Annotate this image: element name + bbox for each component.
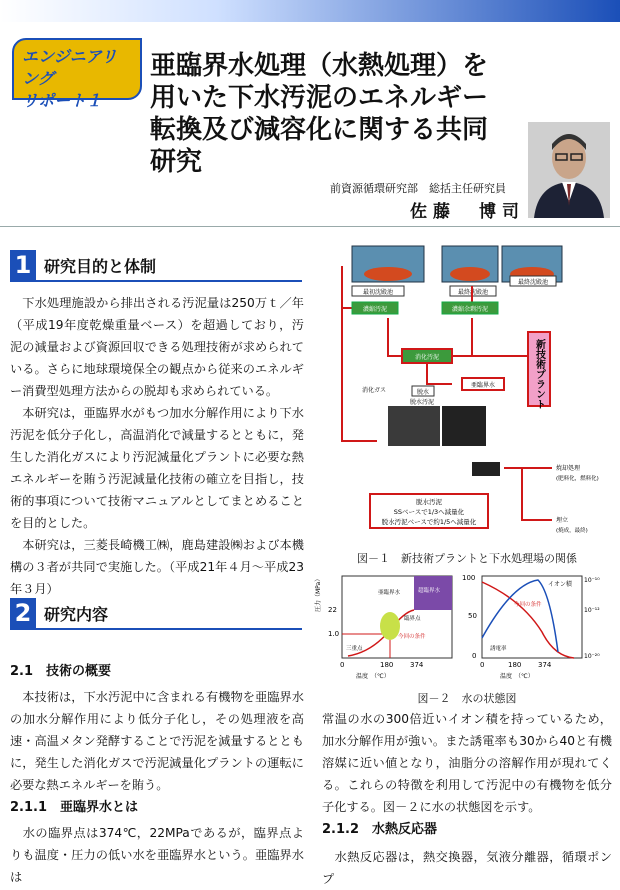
affiliation: 前資源循環研究部 総括主任研究員 xyxy=(330,182,506,195)
prop-ytick-left: 100 xyxy=(462,574,476,582)
prop-ytick-right: 10⁻¹² xyxy=(584,607,600,614)
section-2-title: 研究内容 xyxy=(44,605,109,624)
phase-ytick: 1.0 xyxy=(328,630,340,638)
prop-ytick-right: 10⁻¹⁰ xyxy=(584,577,600,584)
title-line-1: 亜臨界水処理（水熱処理）を xyxy=(150,51,489,81)
out-1-label: 焼却処理 xyxy=(556,465,581,472)
figure-1-diagram xyxy=(322,236,612,536)
prop-ytick-left: 50 xyxy=(468,612,477,620)
box-2-label: 濃縮余剰汚泥 xyxy=(451,306,489,313)
tank-1-label: 最初沈殿池 xyxy=(362,289,394,296)
out-1b-label: (肥料化，燃料化) xyxy=(556,476,599,482)
section-1-heading xyxy=(10,250,302,282)
phase-xtick: 180 xyxy=(380,661,394,669)
cake-label: 脱水汚泥 xyxy=(410,399,435,406)
bottom-label-2: SSベースで1/3へ減量化 xyxy=(393,508,465,516)
prop-ytick-left: 0 xyxy=(472,652,477,660)
report-badge xyxy=(12,38,142,110)
tank-2-label: 最終沈殿池 xyxy=(457,289,489,296)
box-1-label: 濃縮汚泥 xyxy=(362,306,388,313)
paragraph: 下水処理施設から排出される汚泥量は250万ｔ／年（平成19年度乾燥重量ベース）を超過しており，汚泥の減量および資源回収できる処理技術が求められている。さらに地球環境保全の観点から従来のエネルギー消費型処理方法からの脱却も求められている。 xyxy=(10,296,304,398)
sludge-icon xyxy=(364,267,412,281)
badge-line2: リポート１ xyxy=(22,91,103,110)
out-2b-label: (焼成，最終) xyxy=(556,528,588,534)
phase-xtick: 0 xyxy=(340,661,345,669)
phase-xtick: 374 xyxy=(410,661,424,669)
subsection-2-1-2-text: 水熱反応器は，熱交換器，気液分離器，循環ポンプ xyxy=(322,850,612,886)
prop-xtick: 180 xyxy=(508,661,522,669)
prop-xtick: 0 xyxy=(480,661,485,669)
title-line-2: 用いた下水汚泥のエネルギー xyxy=(150,83,489,113)
paragraph: 本研究は，三菱長崎機工㈱，鹿島建設㈱および本機構の３者が共同で実施した。（平成21年４月～平成23年３月） xyxy=(10,538,304,596)
section-2-number: 2 xyxy=(10,598,36,628)
figure-1-caption: 図－１ 新技術プラントと下水処理場の関係 xyxy=(357,552,577,565)
prop-xtick: 374 xyxy=(538,661,552,669)
badge-line1: エンジニアリング xyxy=(22,47,117,88)
prop-label: 誘電率 xyxy=(490,646,507,652)
subsection-2-1-1: 2.1.1 亜臨界水とは xyxy=(10,800,139,815)
out-2-label: 埋立 xyxy=(556,517,569,524)
phase-ytick: 22 xyxy=(328,606,337,614)
section-2-heading xyxy=(10,598,302,630)
section-1-title: 研究目的と体制 xyxy=(44,257,157,276)
header-divider xyxy=(0,226,620,227)
prop-ytick-right: 10⁻²⁰ xyxy=(584,653,600,660)
bottom-label-1: 脱水汚泥 xyxy=(416,498,442,506)
phase-label: 超臨界水 xyxy=(418,588,441,594)
cake-photo xyxy=(442,406,486,446)
phase-ylabel: 圧力（MPa） xyxy=(315,575,322,612)
bottom-label-3: 脱水汚泥ベースで約1/5へ減量化 xyxy=(381,518,477,526)
figure-2-diagram xyxy=(312,572,612,682)
right-column-text: 常温の水の300倍近いイオン積を持っているため，加水分解作用が強い。また誘電率も30から40と有機溶媒に近い値となり，油脂分の溶解作用が現れてくる。これらの特徴を利用して汚泥中の有機物を低分子化する。図－２に水の状態図を示す。 xyxy=(322,712,612,814)
phase-label: 臨界点 xyxy=(404,616,421,622)
plant-label: 新技術プラント xyxy=(533,339,545,409)
sludge-icon xyxy=(450,267,490,281)
author-photo xyxy=(528,122,610,218)
subsection-2-1-text: 本技術は，下水汚泥中に含まれる有機物を亜臨界水の加水分解作用により低分子化し，その処理液を高速・高温メタン発酵することで汚泥を減量するとともに，発生した消化ガスで汚泥減量化プラントの運転に必要な熱エネルギーを賄う。 xyxy=(10,690,304,792)
author-name: 佐藤 博司 xyxy=(410,202,525,222)
tank-3-label: 最終沈殿池 xyxy=(517,279,549,286)
phase-xlabel: 温度 （℃） xyxy=(356,673,390,680)
section-1-number: 1 xyxy=(10,250,36,280)
reactor-label: 消化汚泥 xyxy=(414,354,440,361)
phase-label: 亜臨界水 xyxy=(378,590,401,596)
title-line-4: 研究 xyxy=(150,147,203,177)
phase-label: 三重点 xyxy=(346,646,363,652)
hydro-label: 亜臨界水 xyxy=(470,382,496,389)
cake-photo xyxy=(388,406,440,446)
header-bar xyxy=(0,0,620,22)
phase-label: 今回の条件 xyxy=(398,634,426,640)
title-line-3: 転換及び減容化に関する共同 xyxy=(150,115,489,145)
section-1-body xyxy=(10,292,304,600)
subsection-2-1-2: 2.1.2 水熱反応器 xyxy=(322,822,438,837)
prop-xlabel: 温度 （℃） xyxy=(500,673,534,680)
dewater-label: 脱水 xyxy=(416,389,430,396)
gas-label: 消化ガス xyxy=(362,387,387,394)
prop-label: 今回の条件 xyxy=(514,602,542,608)
subsection-2-1: 2.1 技術の概要 xyxy=(10,664,112,679)
figure-2-caption: 図－２ 水の状態図 xyxy=(417,692,517,705)
article-title xyxy=(150,50,530,178)
subsection-2-1-1-text: 水の臨界点は374℃，22MPaであるが，臨界点よりも温度・圧力の低い水を亜臨界水という。亜臨界水は xyxy=(10,826,304,884)
paragraph: 本研究は，亜臨界水がもつ加水分解作用により下水汚泥を低分子化し，高温消化で減量するとともに，発生した消化ガスにより汚泥減量化プラントに必要な熱エネルギーを賄う汚泥減量化技術の確立を目指し，技術的事項について技術マニュアルとしてまとめることを目的とした。 xyxy=(10,406,304,530)
truck-icon xyxy=(472,462,500,476)
prop-label: イオン積 xyxy=(548,581,572,588)
